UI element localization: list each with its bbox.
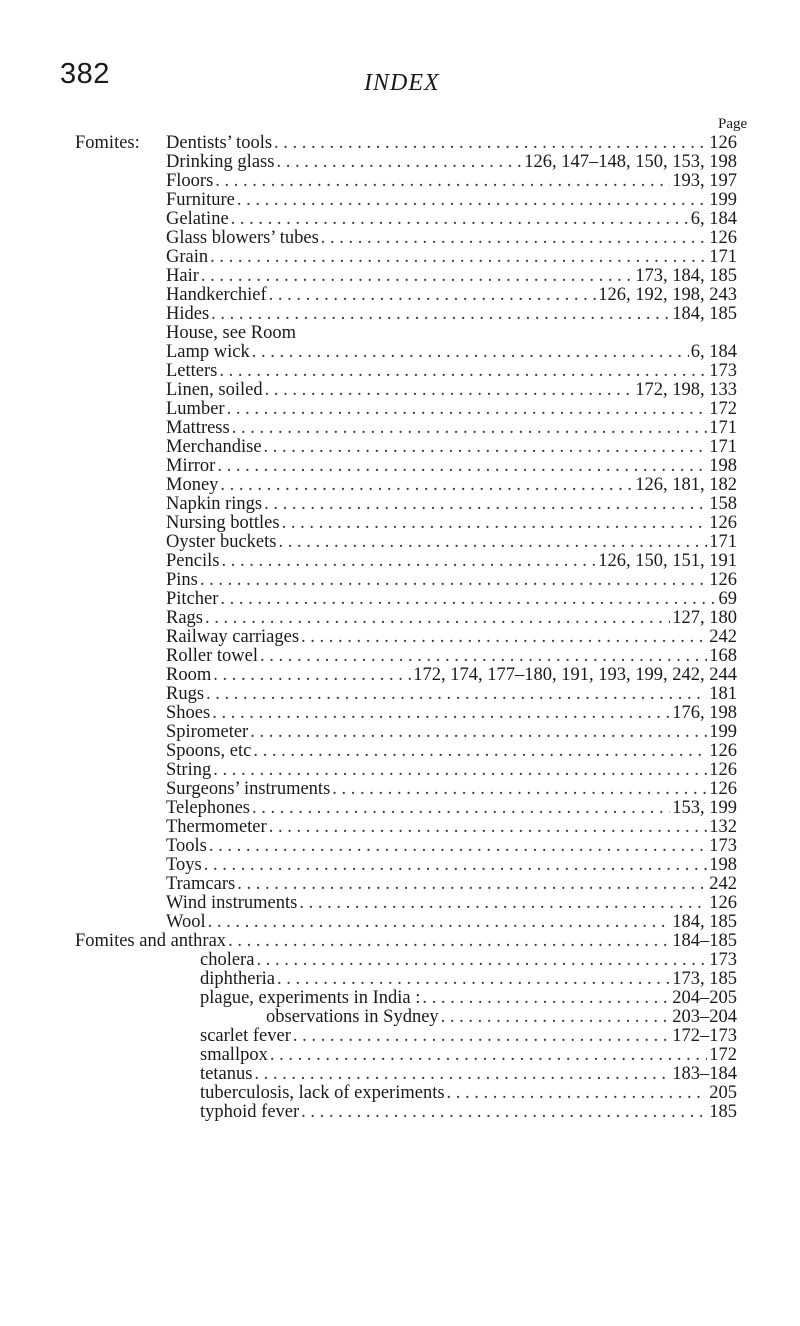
entry-term: Grain — [166, 248, 209, 267]
index-entry — [0, 191, 800, 210]
index-entry — [0, 1046, 800, 1065]
entry-pages: 183–184 — [672, 1065, 737, 1084]
entry-pages: 173 — [709, 951, 737, 970]
index-entry — [0, 438, 800, 457]
entry-term: Room — [166, 666, 212, 685]
entry-term: Napkin rings — [166, 495, 263, 514]
entry-pages: 171 — [709, 533, 737, 552]
index-entry — [0, 989, 800, 1008]
dot-leader — [253, 742, 707, 761]
entry-pages: 173, 185 — [672, 970, 737, 989]
entry-term: Tramcars — [166, 875, 236, 894]
dot-leader — [269, 818, 708, 837]
index-entry — [0, 609, 800, 628]
dot-leader — [213, 666, 411, 685]
index-entry — [0, 248, 800, 267]
entry-term: Fomites and anthrax — [75, 932, 227, 951]
entry-pages: 205 — [709, 1084, 737, 1103]
entry-term: typhoid fever — [200, 1103, 300, 1122]
entry-term: Furniture — [166, 191, 235, 210]
entry-term: Rugs — [166, 685, 205, 704]
dot-leader — [422, 989, 670, 1008]
entry-term: tetanus — [200, 1065, 253, 1084]
index-entry — [0, 1008, 800, 1027]
dot-leader — [220, 590, 716, 609]
entry-term: Handkerchief — [166, 286, 267, 305]
entry-pages: 126 — [709, 742, 737, 761]
dot-leader — [277, 970, 670, 989]
entry-pages: 172 — [709, 1046, 737, 1065]
entry-pages: 126, 147–148, 150, 153, 198 — [524, 153, 737, 172]
dot-leader — [200, 571, 707, 590]
entry-term: Letters — [166, 362, 218, 381]
index-entry — [0, 134, 800, 153]
index-entry — [0, 552, 800, 571]
entry-term: observations in Sydney — [266, 1008, 439, 1027]
dot-leader — [254, 1065, 670, 1084]
index-entry — [0, 305, 800, 324]
index-entry — [0, 1065, 800, 1084]
index-entry — [0, 799, 800, 818]
index-entry — [0, 343, 800, 362]
entry-pages: 204–205 — [672, 989, 737, 1008]
dot-leader — [264, 438, 708, 457]
dot-leader — [264, 495, 707, 514]
entry-pages: 126 — [709, 894, 737, 913]
index-entry — [0, 685, 800, 704]
entry-pages: 172–173 — [672, 1027, 737, 1046]
entry-term: Spirometer — [166, 723, 249, 742]
entry-pages: 173, 184, 185 — [635, 267, 737, 286]
dot-leader — [274, 134, 707, 153]
entry-pages: 242 — [709, 875, 737, 894]
dot-leader — [228, 932, 670, 951]
entry-pages: 176, 198 — [672, 704, 737, 723]
entry-term: Mattress — [166, 419, 230, 438]
dot-leader — [201, 267, 633, 286]
index-entry — [0, 1027, 800, 1046]
entry-term: Wool — [166, 913, 206, 932]
entry-term: scarlet fever — [200, 1027, 291, 1046]
entry-pages: 193, 197 — [672, 172, 737, 191]
page-number: 382 — [60, 58, 110, 90]
entry-prefix: Fomites: — [75, 133, 140, 153]
dot-leader — [447, 1084, 708, 1103]
entry-term: Mirror — [166, 457, 216, 476]
entry-pages: 126, 192, 198, 243 — [598, 286, 737, 305]
index-entry — [0, 533, 800, 552]
index-entry — [0, 1084, 800, 1103]
entry-term: Lamp wick — [166, 343, 250, 362]
dot-leader — [231, 210, 689, 229]
index-entry — [0, 457, 800, 476]
index-entry — [0, 172, 800, 191]
dot-leader — [260, 647, 707, 666]
entry-term: Toys — [166, 856, 202, 875]
dot-leader — [252, 799, 670, 818]
entry-term: Shoes — [166, 704, 211, 723]
entry-pages: 6, 184 — [690, 343, 737, 362]
index-entry — [0, 818, 800, 837]
entry-term: Lumber — [166, 400, 225, 419]
page-column-label: Page — [718, 116, 748, 132]
dot-leader — [204, 856, 708, 875]
entry-term: Drinking glass — [166, 153, 275, 172]
dot-leader — [301, 1103, 707, 1122]
entry-term: Pencils — [166, 552, 220, 571]
entry-term: Nursing bottles — [166, 514, 280, 533]
entry-pages: 126 — [709, 571, 737, 590]
entry-term: Thermometer — [166, 818, 267, 837]
entry-pages: 126 — [709, 134, 737, 153]
entry-term: String — [166, 761, 212, 780]
entry-term: Money — [166, 476, 219, 495]
entry-pages: 126 — [709, 229, 737, 248]
entry-pages: 158 — [709, 495, 737, 514]
entry-pages: 181 — [709, 685, 737, 704]
entry-pages: 171 — [709, 248, 737, 267]
dot-leader — [237, 191, 707, 210]
dot-leader — [210, 248, 707, 267]
entry-term: Railway carriages — [166, 628, 300, 647]
entry-pages: 173 — [709, 837, 737, 856]
dot-leader — [252, 343, 689, 362]
entry-pages: 6, 184 — [690, 210, 737, 229]
dot-leader — [219, 362, 707, 381]
entry-pages: 185 — [709, 1103, 737, 1122]
dot-leader — [301, 628, 707, 647]
entry-pages: 172, 198, 133 — [635, 381, 737, 400]
entry-pages: 132 — [709, 818, 737, 837]
entry-term: Wind instruments — [166, 894, 298, 913]
index-entry — [0, 704, 800, 723]
entry-pages: 199 — [709, 723, 737, 742]
index-entry — [0, 514, 800, 533]
entry-term: Tools — [166, 837, 207, 856]
dot-leader — [208, 913, 671, 932]
index-entry — [0, 419, 800, 438]
dot-leader — [293, 1027, 670, 1046]
dot-leader — [211, 305, 670, 324]
dot-leader — [441, 1008, 671, 1027]
entry-term: plague, experiments in India : — [200, 989, 421, 1008]
dot-leader — [276, 153, 522, 172]
dot-leader — [282, 514, 708, 533]
index-entry — [0, 666, 800, 685]
index-entry — [0, 647, 800, 666]
dot-leader — [227, 400, 708, 419]
index-entry — [0, 780, 800, 799]
entry-term: Telephones — [166, 799, 250, 818]
entry-term: diphtheria — [200, 970, 276, 989]
entry-term: Pins — [166, 571, 198, 590]
index-entry — [0, 856, 800, 875]
dot-leader — [220, 476, 633, 495]
index-entry — [0, 590, 800, 609]
entry-term: Surgeons’ instruments — [166, 780, 331, 799]
dot-leader — [256, 951, 707, 970]
entry-term: Merchandise — [166, 438, 262, 457]
entry-term: Oyster buckets — [166, 533, 277, 552]
entry-term: Hides — [166, 305, 210, 324]
entry-pages: 153, 199 — [672, 799, 737, 818]
entry-pages: 203–204 — [672, 1008, 737, 1027]
entry-pages: 171 — [709, 419, 737, 438]
entry-pages: 198 — [709, 457, 737, 476]
index-entry — [0, 913, 800, 932]
running-head: INDEX — [364, 70, 440, 96]
dot-leader — [278, 533, 707, 552]
entry-pages: 171 — [709, 438, 737, 457]
index-entry — [0, 229, 800, 248]
entry-pages: 184, 185 — [672, 913, 737, 932]
entry-term: cholera — [200, 951, 255, 970]
entry-pages: 126 — [709, 761, 737, 780]
entry-term: House, see Room — [166, 324, 296, 343]
entry-pages: 184–185 — [672, 932, 737, 951]
index-entry — [0, 894, 800, 913]
index-entry — [0, 267, 800, 286]
entry-term: Glass blowers’ tubes — [166, 229, 319, 248]
entry-pages: 69 — [718, 590, 737, 609]
dot-leader — [206, 685, 707, 704]
index-entry — [0, 381, 800, 400]
entry-term: tuberculosis, lack of experiments — [200, 1084, 445, 1103]
entry-term: Floors — [166, 172, 214, 191]
index-entry — [0, 761, 800, 780]
dot-leader — [250, 723, 707, 742]
index-entry — [0, 324, 800, 343]
dot-leader — [237, 875, 707, 894]
index-entry — [0, 951, 800, 970]
dot-leader — [332, 780, 707, 799]
index-entries — [0, 134, 800, 1122]
dot-leader — [212, 704, 670, 723]
entry-pages: 172, 174, 177–180, 191, 193, 199, 242, 244 — [413, 666, 737, 685]
entry-pages: 126 — [709, 780, 737, 799]
entry-pages: 198 — [709, 856, 737, 875]
index-entry — [0, 571, 800, 590]
dot-leader — [265, 381, 634, 400]
index-entry — [0, 932, 800, 951]
index-entry — [0, 153, 800, 172]
entry-term: Hair — [166, 267, 199, 286]
index-entry — [0, 742, 800, 761]
index-entry — [0, 970, 800, 989]
entry-pages: 184, 185 — [672, 305, 737, 324]
entry-term: Linen, soiled — [166, 381, 263, 400]
entry-pages: 168 — [709, 647, 737, 666]
entry-pages: 173 — [709, 362, 737, 381]
entry-term: Spoons, etc — [166, 742, 252, 761]
index-entry — [0, 723, 800, 742]
entry-term: Gelatine — [166, 210, 229, 229]
index-entry — [0, 495, 800, 514]
entry-pages: 199 — [709, 191, 737, 210]
entry-term: smallpox — [200, 1046, 268, 1065]
index-entry — [0, 476, 800, 495]
entry-term: Pitcher — [166, 590, 219, 609]
index-entry — [0, 210, 800, 229]
dot-leader — [299, 894, 707, 913]
dot-leader — [215, 172, 670, 191]
index-entry — [0, 1103, 800, 1122]
dot-leader — [205, 609, 670, 628]
dot-leader — [269, 286, 597, 305]
index-entry — [0, 400, 800, 419]
dot-leader — [270, 1046, 707, 1065]
entry-pages: 127, 180 — [672, 609, 737, 628]
index-entry — [0, 628, 800, 647]
entry-term: Dentists’ tools — [166, 134, 273, 153]
entry-term: Rags — [166, 609, 203, 628]
entry-pages: 172 — [709, 400, 737, 419]
dot-leader — [321, 229, 707, 248]
index-entry — [0, 362, 800, 381]
dot-leader — [221, 552, 596, 571]
index-entry — [0, 286, 800, 305]
dot-leader — [232, 419, 708, 438]
dot-leader — [213, 761, 707, 780]
entry-pages: 126, 181, 182 — [635, 476, 737, 495]
entry-term: Roller towel — [166, 647, 258, 666]
entry-pages: 126, 150, 151, 191 — [598, 552, 737, 571]
dot-leader — [217, 457, 707, 476]
dot-leader — [209, 837, 707, 856]
entry-pages: 242 — [709, 628, 737, 647]
index-entry — [0, 837, 800, 856]
entry-pages: 126 — [709, 514, 737, 533]
index-entry — [0, 875, 800, 894]
